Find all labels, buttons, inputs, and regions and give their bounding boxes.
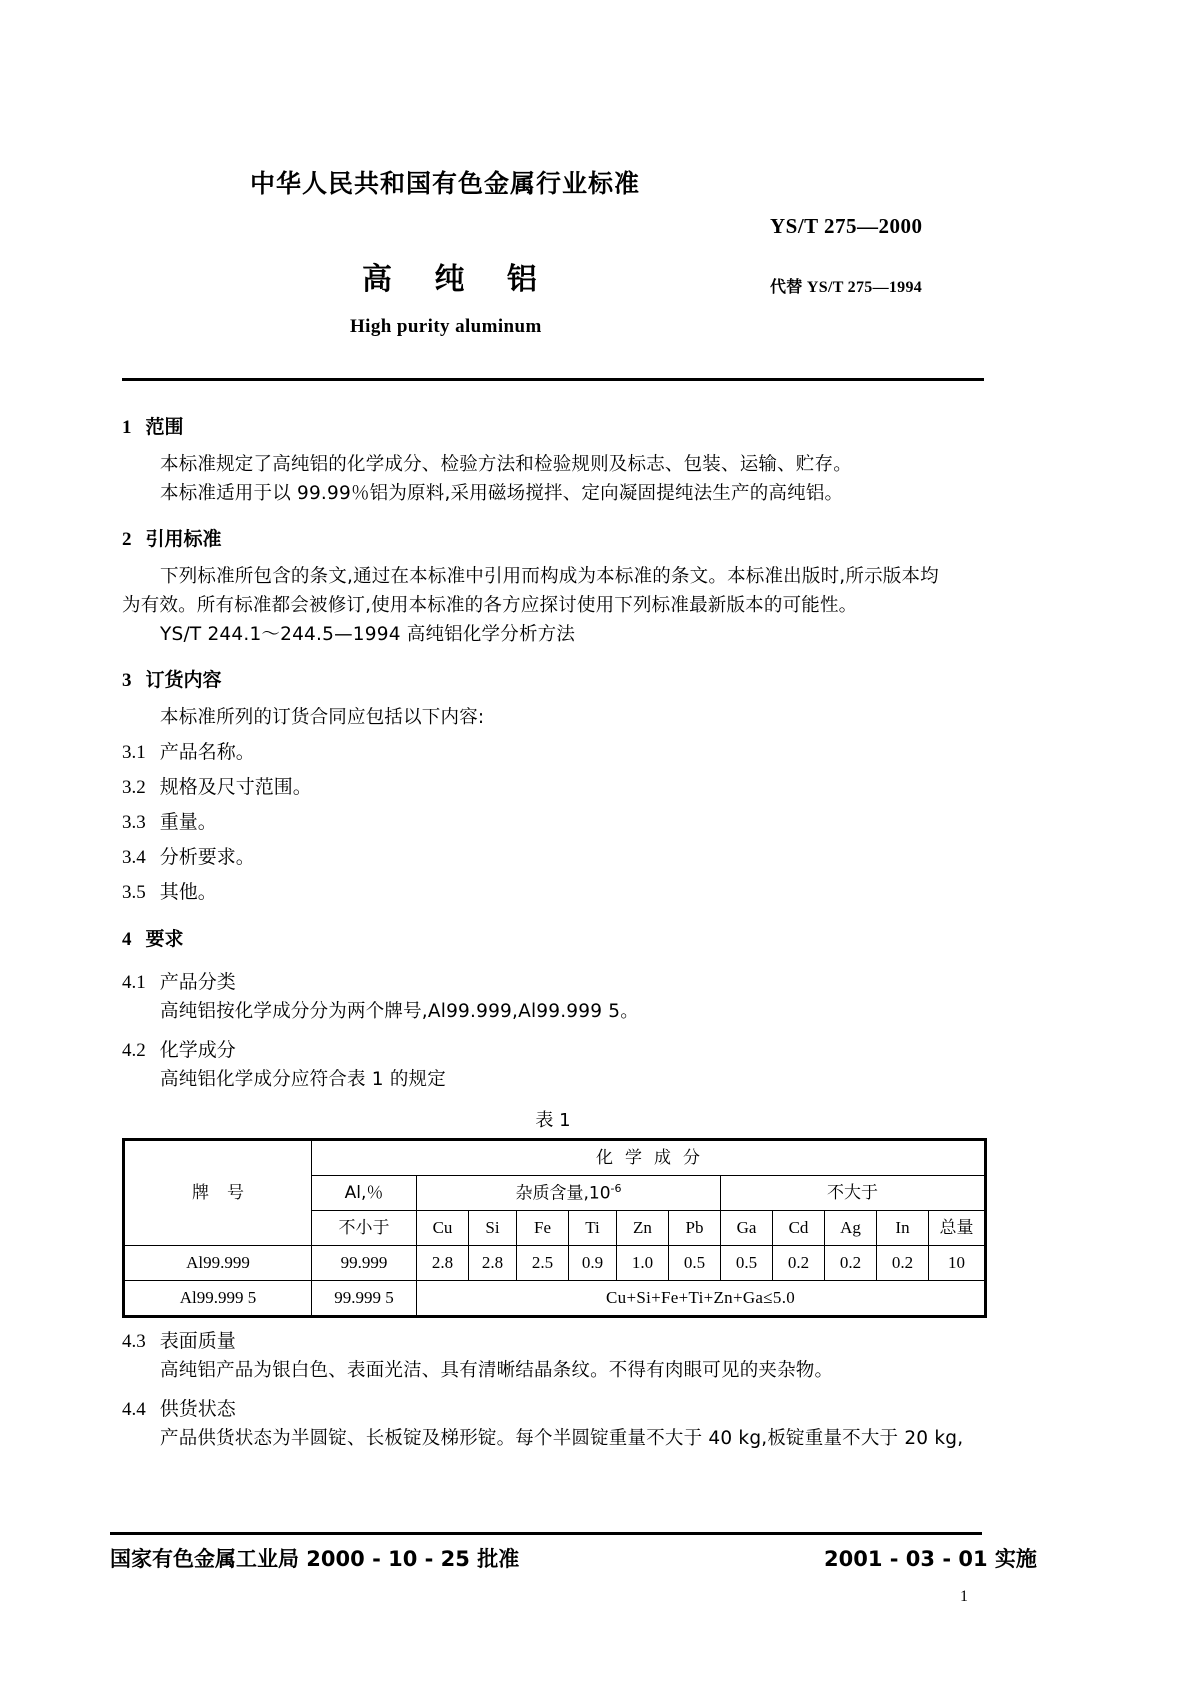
- section-2-heading: [122, 524, 1002, 551]
- table-header-row-1: [124, 1140, 986, 1176]
- section-3-number: 3: [122, 670, 132, 692]
- clause-3-3-label: 重量。: [159, 811, 217, 834]
- clause-3-5: [122, 877, 1002, 904]
- row-1-cu: 2.8: [417, 1246, 469, 1281]
- clause-4-1-heading: [122, 967, 1002, 994]
- clause-3-4: [122, 842, 1002, 869]
- footer-implementation: 2001 - 03 - 01 实施: [824, 1547, 1037, 1571]
- row-1-pb: 0.5: [669, 1246, 721, 1281]
- table-header-element-ti: Ti: [569, 1211, 617, 1246]
- table-row: [124, 1281, 986, 1317]
- section-1-number: 1: [122, 417, 132, 438]
- table-header-grade: 牌号: [124, 1140, 312, 1246]
- clause-4-3-number: 4.3: [122, 1331, 146, 1353]
- section-1-heading: [122, 412, 1002, 439]
- table-header-impurity-content: [417, 1176, 721, 1211]
- impurity-label: 杂质含量,10: [515, 1183, 611, 1204]
- table-row: [124, 1246, 986, 1281]
- table-header-not-greater-than: 不大于: [721, 1176, 986, 1211]
- table-header-total: 总量: [929, 1211, 986, 1246]
- page-number: 1: [960, 1588, 968, 1605]
- row-2-grade: Al99.999 5: [124, 1281, 312, 1317]
- table-header-element-fe: Fe: [517, 1211, 569, 1246]
- section-2-paragraph-2: 为有效。所有标准都会被修订,使用本标准的各方应探讨使用下列标准最新版本的可能性。: [122, 595, 858, 617]
- clause-3-1-label: 产品名称。: [159, 741, 255, 764]
- clause-3-1: [122, 737, 1002, 764]
- row-1-total: 10: [929, 1246, 986, 1281]
- table-header-chemical-composition: 化学成分: [312, 1140, 986, 1176]
- clause-3-5-label: 其他。: [159, 881, 217, 904]
- clause-3-4-label: 分析要求。: [159, 846, 255, 869]
- table-header-element-ga: Ga: [721, 1211, 773, 1246]
- footer-divider-rule: [110, 1532, 982, 1535]
- table-header-element-cu: Cu: [417, 1211, 469, 1246]
- issuing-organization: 中华人民共和国有色金属行业标准: [250, 169, 641, 198]
- row-1-ag: 0.2: [825, 1246, 877, 1281]
- row-1-in: 0.2: [877, 1246, 929, 1281]
- table-header-al-percent: Al,％: [312, 1176, 417, 1211]
- section-2-number: 2: [122, 529, 132, 551]
- section-4-label: 要求: [145, 928, 184, 951]
- row-1-si: 2.8: [469, 1246, 517, 1281]
- clause-4-1-label: 产品分类: [159, 971, 236, 994]
- clause-3-2-number: 3.2: [122, 777, 146, 799]
- row-2-al: 99.999 5: [312, 1281, 417, 1317]
- section-3-intro: 本标准所列的订货合同应包括以下内容:: [160, 707, 485, 729]
- document-body: [122, 412, 1002, 1454]
- row-1-zn: 1.0: [617, 1246, 669, 1281]
- row-2-formula: Cu+Si+Fe+Ti+Zn+Ga≤5.0: [417, 1281, 986, 1317]
- row-1-ga: 0.5: [721, 1246, 773, 1281]
- clause-4-3-text: 高纯铝产品为银白色、表面光洁、具有清晰结晶条纹。不得有肉眼可见的夹杂物。: [160, 1360, 834, 1382]
- impurity-exponent: -6: [610, 1182, 622, 1196]
- clause-4-4-number: 4.4: [122, 1399, 146, 1421]
- clause-3-3: [122, 807, 1002, 834]
- section-4-number: 4: [122, 929, 132, 951]
- footer-approval: 国家有色金属工业局 2000 - 10 - 25 批准: [110, 1547, 520, 1571]
- table-header-element-pb: Pb: [669, 1211, 721, 1246]
- standard-title-english: High purity aluminum: [350, 316, 542, 337]
- clause-4-1-number: 4.1: [122, 972, 146, 994]
- clause-3-5-number: 3.5: [122, 882, 146, 904]
- clause-4-3-heading: [122, 1326, 1002, 1353]
- row-1-grade: Al99.999: [124, 1246, 312, 1281]
- row-1-cd: 0.2: [773, 1246, 825, 1281]
- section-2-label: 引用标准: [145, 528, 222, 551]
- clause-4-2-text: 高纯铝化学成分应符合表 1 的规定: [160, 1068, 446, 1090]
- clause-4-2-label: 化学成分: [159, 1038, 236, 1061]
- section-1-paragraph-1: 本标准规定了高纯铝的化学成分、检验方法和检验规则及标志、包装、运输、贮存。: [160, 454, 852, 475]
- table-header-element-ag: Ag: [825, 1211, 877, 1246]
- clause-4-4-label: 供货状态: [159, 1398, 236, 1421]
- table-1-caption: 表 1: [535, 1110, 571, 1132]
- table-header-element-zn: Zn: [617, 1211, 669, 1246]
- clause-3-4-number: 3.4: [122, 847, 146, 869]
- row-1-al: 99.999: [312, 1246, 417, 1281]
- clause-4-4-heading: [122, 1394, 1002, 1421]
- clause-3-2: [122, 772, 1002, 799]
- section-4-heading: [122, 924, 1002, 951]
- clause-4-2-heading: [122, 1035, 1002, 1062]
- chemical-composition-table: [122, 1138, 987, 1318]
- standard-code: YS/T 275—2000: [770, 214, 923, 238]
- clause-4-1-text: 高纯铝按化学成分分为两个牌号,Al99.999,Al99.999 5。: [160, 1001, 639, 1023]
- standard-replaces-note: 代替 YS/T 275—1994: [770, 279, 923, 296]
- clause-3-1-number: 3.1: [122, 742, 146, 764]
- clause-4-3-label: 表面质量: [159, 1330, 236, 1353]
- section-2-reference: YS/T 244.1～244.5—1994 高纯铝化学分析方法: [160, 623, 576, 645]
- clause-3-2-label: 规格及尺寸范围。: [159, 776, 312, 799]
- section-3-heading: [122, 665, 1002, 692]
- row-1-fe: 2.5: [517, 1246, 569, 1281]
- table-header-element-si: Si: [469, 1211, 517, 1246]
- header-divider-rule: [122, 378, 984, 381]
- clause-3-3-number: 3.3: [122, 812, 146, 834]
- standard-title-chinese: 高 纯 铝: [362, 262, 553, 297]
- table-header-element-in: In: [877, 1211, 929, 1246]
- row-1-ti: 0.9: [569, 1246, 617, 1281]
- section-3-label: 订货内容: [145, 669, 222, 692]
- clause-4-2-number: 4.2: [122, 1039, 146, 1061]
- section-1-label: 范围: [145, 416, 184, 438]
- table-header-not-less-than: 不小于: [312, 1211, 417, 1246]
- clause-4-4-text: 产品供货状态为半圆锭、长板锭及梯形锭。每个半圆锭重量不大于 40 kg,板锭重量不大于 20 kg,: [160, 1428, 964, 1450]
- section-2-paragraph-1: 下列标准所包含的条文,通过在本标准中引用而构成为本标准的条文。本标准出版时,所示版本均: [160, 566, 939, 588]
- table-header-element-cd: Cd: [773, 1211, 825, 1246]
- section-1-paragraph-2: 本标准适用于以 99.99％铝为原料,采用磁场搅拌、定向凝固提纯法生产的高纯铝。: [160, 482, 844, 504]
- standard-header: [122, 156, 1070, 371]
